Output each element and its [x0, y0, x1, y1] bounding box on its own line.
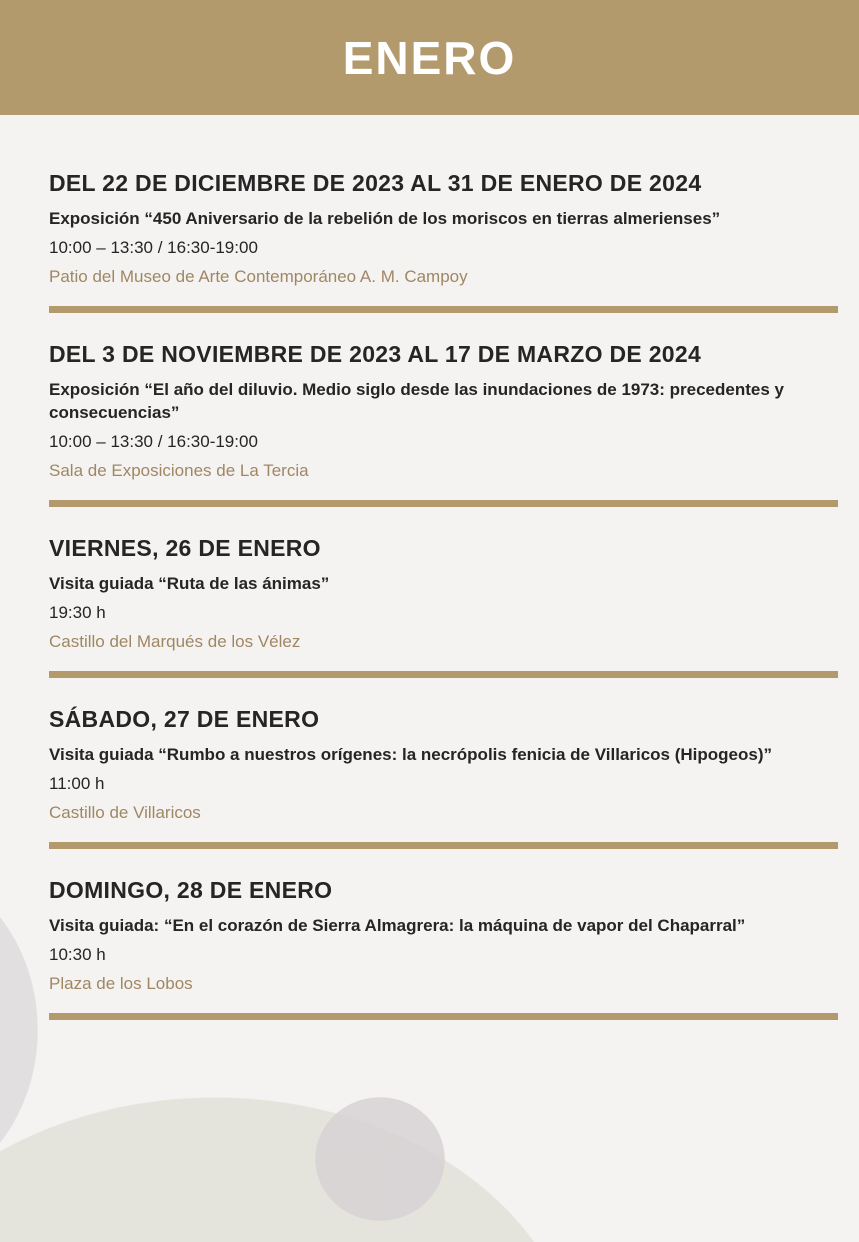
event-item: [49, 702, 838, 849]
event-time: 10:00 – 13:30 / 16:30-19:00: [49, 238, 258, 257]
event-place: Plaza de los Lobos: [49, 974, 193, 993]
event-place: Patio del Museo de Arte Contemporáneo A. M. Campoy: [49, 267, 468, 286]
event-item: [49, 531, 838, 678]
event-title: Visita guiada “Ruta de las ánimas”: [49, 574, 330, 593]
divider: [49, 1013, 838, 1020]
event-date: DOMINGO, 28 DE ENERO: [49, 877, 333, 903]
month-header: [0, 0, 859, 115]
event-item: [49, 166, 838, 313]
event-list: [49, 166, 838, 1044]
event-place: Castillo de Villaricos: [49, 803, 201, 822]
event-time: 19:30 h: [49, 603, 106, 622]
month-title: ENERO: [342, 31, 517, 84]
divider: [49, 306, 838, 313]
event-time: 10:30 h: [49, 945, 106, 964]
event-place: Sala de Exposiciones de La Tercia: [49, 461, 309, 480]
event-title: Exposición “450 Aniversario de la rebelión de los moriscos en tierras almerienses”: [49, 209, 721, 228]
divider: [49, 842, 838, 849]
event-item: [49, 873, 838, 1020]
event-title: Visita guiada: “En el corazón de Sierra Almagrera: la máquina de vapor del Chaparral”: [49, 916, 746, 935]
event-item: [49, 337, 838, 507]
event-date: SÁBADO, 27 DE ENERO: [49, 706, 320, 732]
divider: [49, 671, 838, 678]
event-place: Castillo del Marqués de los Vélez: [49, 632, 301, 651]
divider: [49, 500, 838, 507]
event-title: Exposición “El año del diluvio. Medio siglo desde las inundaciones de 1973: precedentes y consecuencias”: [49, 380, 784, 422]
event-time: 11:00 h: [49, 774, 105, 793]
event-title: Visita guiada “Rumbo a nuestros orígenes: la necrópolis fenicia de Villaricos (Hipogeos)”: [49, 745, 772, 764]
event-date: DEL 3 DE NOVIEMBRE DE 2023 AL 17 DE MARZO DE 2024: [49, 341, 702, 367]
event-date: VIERNES, 26 DE ENERO: [49, 535, 321, 561]
event-date: DEL 22 DE DICIEMBRE DE 2023 AL 31 DE ENERO DE 2024: [49, 170, 702, 196]
event-time: 10:00 – 13:30 / 16:30-19:00: [49, 432, 258, 451]
